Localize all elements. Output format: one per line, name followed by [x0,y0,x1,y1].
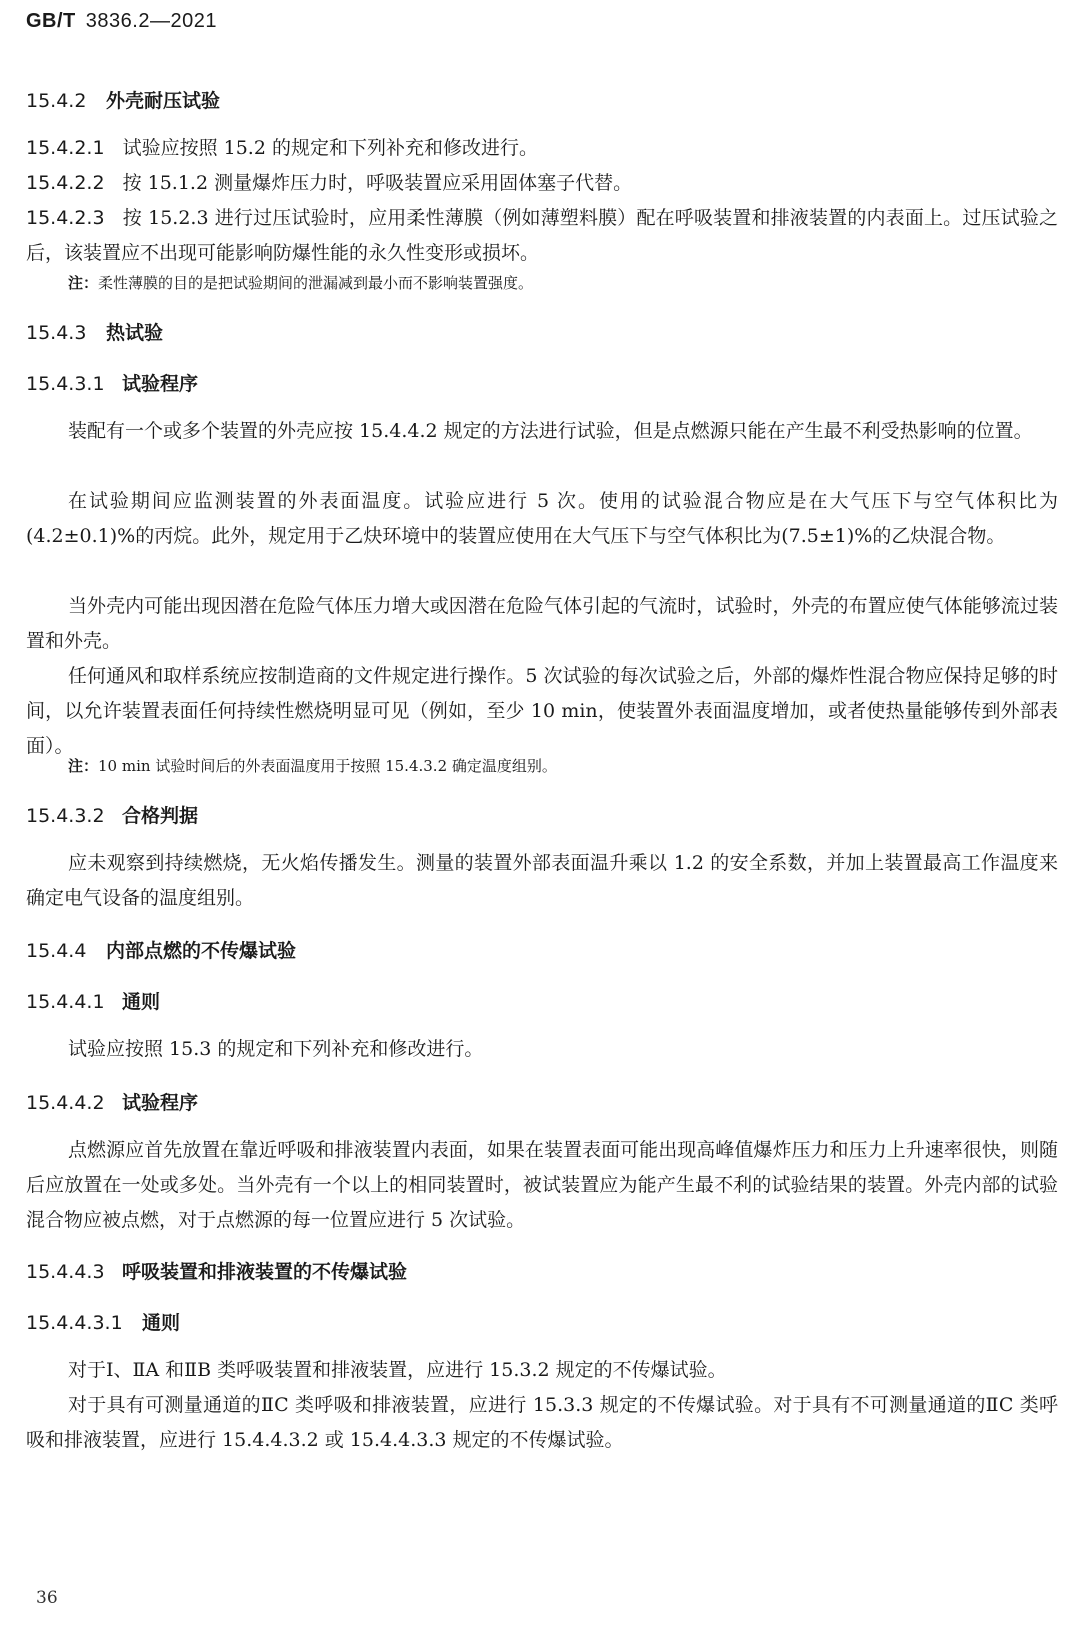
section-heading-15-4-3: 15.4.3 热试验 [26,322,164,344]
section-heading-15-4-4: 15.4.4 内部点燃的不传爆试验 [26,940,297,962]
clause-15-4-2-2: 15.4.2.2 按 15.1.2 测量爆炸压力时，呼吸装置应采用固体塞子代替。 [26,172,633,194]
paragraph-test-procedure-3: 当外壳内可能出现因潜在危险气体压力增大或因潜在危险气体引起的气流时，试验时，外壳的布置应使气体能够流过装置和外壳。 [26,595,1058,652]
clause-15-4-2-3: 15.4.2.3 按 15.2.3 进行过压试验时，应用柔性薄膜（例如薄塑料膜）配在呼吸装置和排液装置的内表面上。过压试验之后，该装置应不出现可能影响防爆性能的永久性变形或损坏。 [26,207,1058,264]
clause-15-4-2-1: 15.4.2.1 试验应按照 15.2 的规定和下列补充和修改进行。 [26,137,538,159]
section-heading-15-4-4-1: 15.4.4.1 通则 [26,991,161,1013]
paragraph-acceptance-criteria: 应未观察到持续燃烧，无火焰传播发生。测量的装置外部表面温升乘以 1.2 的安全系数，并加上装置最高工作温度来确定电气设备的温度组别。 [26,852,1058,909]
page-number: 36 [36,1588,58,1608]
paragraph-test-procedure-2: 在试验期间应监测装置的外表面温度。试验应进行 5 次。使用的试验混合物应是在大气压下与空气体积比为(4.2±0.1)%的丙烷。此外，规定用于乙炔环境中的装置应使用在大气压下与空气体积比为(7.5±1)%的乙炔混合物。 [26,490,1058,547]
paragraph-general-15-4-4-1: 试验应按照 15.3 的规定和下列补充和修改进行。 [68,1038,484,1060]
section-heading-15-4-4-2: 15.4.4.2 试验程序 [26,1092,199,1114]
paragraph-test-procedure-4: 任何通风和取样系统应按制造商的文件规定进行操作。5 次试验的每次试验之后，外部的爆炸性混合物应保持足够的时间，以允许装置表面任何持续性燃烧明显可见（例如，至少 10 min，使装置外表面温度增加，或者使热量能够传到外部表面）。 [26,665,1058,757]
paragraph-iic-breather: 对于具有可测量通道的ⅡC 类呼吸和排液装置，应进行 15.3.3 规定的不传爆试验。对于具有不可测量通道的ⅡC 类呼吸和排液装置，应进行 15.4.4.3.2 或 15.4.4.3.3 规定的不传爆试验。 [26,1394,1058,1451]
standard-header [26,10,217,33]
standard-number: 3836.2—2021 [85,10,217,32]
section-heading-15-4-2: 15.4.2 外壳耐压试验 [26,90,221,112]
section-heading-15-4-3-1: 15.4.3.1 试验程序 [26,373,199,395]
section-heading-15-4-3-2: 15.4.3.2 合格判据 [26,805,199,827]
section-heading-15-4-4-3-1: 15.4.4.3.1 通则 [26,1312,181,1334]
note-surface-temperature: 注：10 min 试验时间后的外表面温度用于按照 15.4.3.2 确定温度组别。 [68,757,557,775]
paragraph-test-procedure-1: 装配有一个或多个装置的外壳应按 15.4.4.2 规定的方法进行试验，但是点燃源只能在产生最不利受热影响的位置。 [68,420,1033,442]
note-flexible-film: 注：柔性薄膜的目的是把试验期间的泄漏减到最小而不影响装置强度。 [68,274,534,292]
section-heading-15-4-4-3: 15.4.4.3 呼吸装置和排液装置的不传爆试验 [26,1261,408,1283]
paragraph-breather-groups: 对于Ⅰ、ⅡA 和ⅡB 类呼吸装置和排液装置，应进行 15.3.2 规定的不传爆试验。 [68,1359,727,1381]
standard-code: GB/T [26,10,76,32]
paragraph-ignition-procedure: 点燃源应首先放置在靠近呼吸和排液装置内表面，如果在装置表面可能出现高峰值爆炸压力和压力上升速率很快，则随后应放置在一处或多处。当外壳有一个以上的相同装置时，被试装置应为能产生最不利的试验结果的装置。外壳内部的试验混合物应被点燃，对于点燃源的每一位置应进行 5 次试验。 [26,1139,1058,1231]
